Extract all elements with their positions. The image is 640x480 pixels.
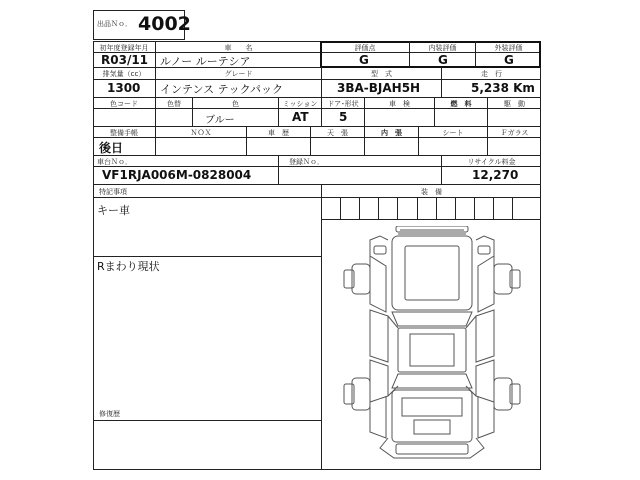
fuel-label: 燃 料 <box>450 100 472 108</box>
inspection-label: 車 検 <box>389 100 410 108</box>
car-diagram <box>330 226 534 464</box>
glass-label: Ｆガラス <box>500 129 529 137</box>
manual-label: 整備手帳 <box>110 129 138 137</box>
model-value: 3BA-BJAH5H <box>337 81 421 95</box>
car-name-value: ルノー ルーテシア <box>160 55 251 68</box>
equipment-label: 装 備 <box>421 188 442 196</box>
roof-label: 天 張 <box>327 129 348 137</box>
regno-label: 登録Ｎｏ． <box>289 158 324 166</box>
exterior-score-label: 外装評価 <box>494 44 523 52</box>
recycle-value: 12,270 <box>472 168 519 182</box>
mission-value: AT <box>292 110 309 124</box>
car-name-label: 車 名 <box>224 44 253 52</box>
reg-value: R03/11 <box>101 53 149 67</box>
lot-label: 出品Ｎｏ． <box>97 20 132 28</box>
color-code-label: 色コード <box>110 100 138 108</box>
note-item: Rまわり現状 <box>97 260 160 273</box>
displacement-value: 1300 <box>107 81 141 95</box>
notes-label: 特記事項 <box>99 188 127 196</box>
displacement-label: 排気量（cc） <box>102 70 146 78</box>
door-label: ドア･形状 <box>327 100 359 108</box>
score-value: G <box>359 53 369 67</box>
drive-label: 駆 動 <box>504 100 525 108</box>
color-change-label: 色替 <box>167 100 181 108</box>
lot-number: 4002 <box>138 13 191 35</box>
grade-label: グレード <box>224 70 253 78</box>
model-label: 型 式 <box>371 70 392 78</box>
manual-value: 後日 <box>99 141 124 155</box>
chassis-label: 車台Ｎｏ． <box>97 158 132 166</box>
interior-score-value: G <box>438 53 448 67</box>
seat-label: シート <box>442 129 464 137</box>
interior-score-label: 内装評価 <box>428 44 457 52</box>
repair-history-label: 修復歴 <box>99 410 120 418</box>
mileage-label: 走 行 <box>481 70 502 78</box>
score-label: 評価点 <box>354 44 376 52</box>
chassis-value: VF1RJA006M-0828004 <box>102 168 252 182</box>
color-label: 色 <box>232 100 239 108</box>
interior-trim-label: 内 張 <box>381 129 402 137</box>
note-item: キー車 <box>97 204 130 217</box>
reg-label: 初年度登録年月 <box>99 44 149 52</box>
exterior-score-value: G <box>504 53 514 67</box>
nox-label: ＮＯＸ <box>190 129 212 137</box>
color-value: ブルー <box>205 115 235 126</box>
recycle-label: リサイクル料金 <box>467 158 516 166</box>
mission-label: ミッション <box>282 100 318 108</box>
mileage-value: 5,238 Km <box>471 81 535 95</box>
grade-value: インテンス テックパック <box>160 83 283 96</box>
door-value: 5 <box>339 110 348 124</box>
history-label: 車 歴 <box>268 129 289 137</box>
